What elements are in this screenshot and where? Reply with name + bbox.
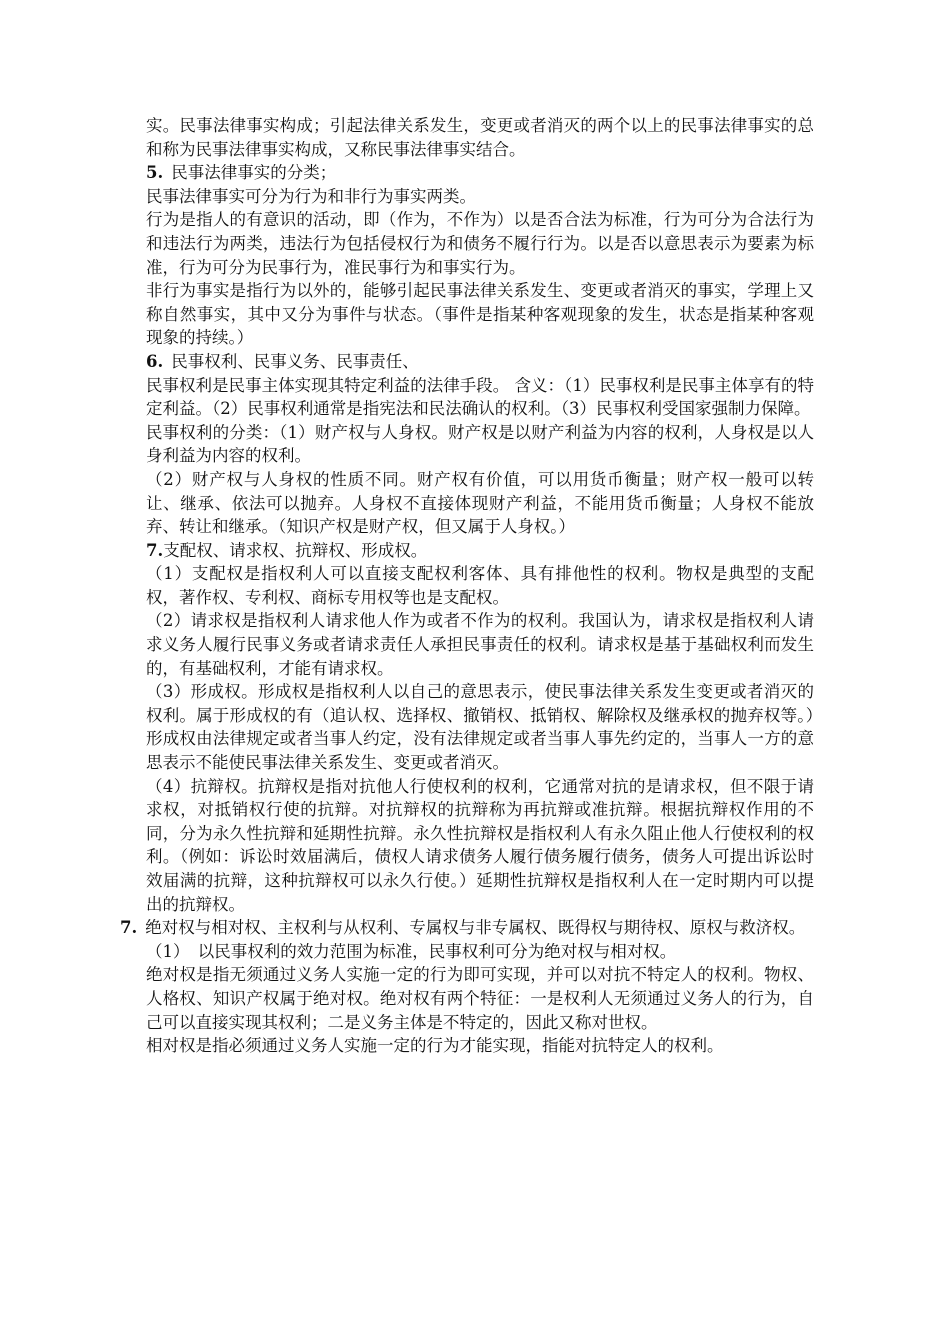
paragraph-text: 民事法律事实可分为行为和非行为事实两类。 <box>146 186 476 206</box>
section-number: 7. <box>146 540 164 560</box>
paragraph <box>146 114 814 161</box>
paragraph <box>146 279 814 350</box>
paragraph <box>146 208 814 279</box>
paragraph-text: （2）财产权与人身权的性质不同。财产权有价值，可以用货币衡量；财产权一般可以转让、继承、依法可以抛弃。人身权不直接体现财产利益，不能用货币衡量；人身权不能放弃、转让和继承。（知识产权是财产权，但又属于人身权。） <box>146 469 814 537</box>
paragraph-text: （1） 以民事权利的效力范围为标准，民事权利可分为绝对权与相对权。 <box>146 941 677 961</box>
paragraph <box>146 940 814 964</box>
paragraph-text: 民事权利的分类：（1）财产权与人身权。财产权是以财产利益为内容的权利，人身权是以人身利益为内容的权利。 <box>146 422 814 466</box>
paragraph-text: 民事法律事实的分类； <box>171 163 337 183</box>
paragraph-text: 绝对权是指无须通过义务人实施一定的行为即可实现，并可以对抗不特定人的权利。物权、人格权、知识产权属于绝对权。绝对权有两个特征：一是权利人无须通过义务人的行为，自己可以直接实现其权利；二是义务主体是不特定的，因此又称对世权。 <box>146 965 814 1032</box>
paragraph-text: 绝对权与相对权、主权利与从权利、专属权与非专属权、既得权与期待权、原权与救济权。 <box>145 918 806 938</box>
paragraph <box>146 609 814 680</box>
paragraph <box>146 775 814 917</box>
paragraph <box>120 916 814 940</box>
paragraph-text: （1）支配权是指权利人可以直接支配权利客体、具有排他性的权利。物权是典型的支配权，著作权、专利权、商标专用权等也是支配权。 <box>146 564 814 607</box>
paragraph-text: 支配权、请求权、抗辩权、形成权。 <box>163 540 428 560</box>
paragraph <box>146 562 814 609</box>
paragraph <box>146 539 814 563</box>
paragraph <box>146 680 814 774</box>
section-number: 7. <box>120 918 138 938</box>
paragraph <box>146 185 814 209</box>
paragraph-text: 非行为事实是指行为以外的，能够引起民事法律关系发生、变更或者消灭的事实，学理上又称自然事实，其中又分为事件与状态。（事件是指某种客观现象的发生，状态是指某种客观现象的持续。） <box>146 281 814 348</box>
paragraph-text: 民事权利、民事义务、民事责任、 <box>171 351 419 371</box>
paragraph-text: 相对权是指必须通过义务人实施一定的行为才能实现，指能对抗特定人的权利。 <box>146 1036 724 1056</box>
paragraph <box>146 1034 814 1058</box>
paragraph <box>146 963 814 1034</box>
paragraph-text: （4）抗辩权。抗辩权是指对抗他人行使权利的权利，它通常对抗的是请求权，但不限于请求权，对抵销权行使的抗辩。对抗辩权的抗辩称为再抗辩或准抗辩。根据抗辩权作用的不同，分为永久性抗辩和延期性抗辩。永久性抗辩权是指权利人有永久阻止他人行使权利的权利。（例如：诉讼时效届满后，债权人请求债务人履行债务履行债务，债务人可提出诉讼时效届满的抗辩，这种抗辩权可以永久行使。）延期性抗辩权是指权利人在一定时期内可以提出的抗辩权。 <box>146 776 814 914</box>
section-number: 5. <box>146 163 164 183</box>
paragraph <box>146 374 814 421</box>
paragraph-text: （3）形成权。形成权是指权利人以自己的意思表示，使民事法律关系发生变更或者消灭的权利。属于形成权的有（追认权、选择权、撤销权、抵销权、解除权及继承权的抛弃权等。）形成权由法律规定或者当事人约定，没有法律规定或者当事人事先约定的，当事人一方的意思表示不能使民事法律关系发生、变更或者消灭。 <box>146 682 814 773</box>
paragraph <box>146 350 814 374</box>
section-number: 6. <box>146 351 164 371</box>
paragraph-text: （2）请求权是指权利人请求他人作为或者不作为的权利。我国认为，请求权是指权利人请求义务人履行民事义务或者请求责任人承担民事责任的权利。请求权是基于基础权利而发生的，有基础权利，才能有请求权。 <box>146 611 814 678</box>
paragraph <box>146 161 814 185</box>
paragraph-text: 民事权利是民事主体实现其特定利益的法律手段。 含义：（1）民事权利是民事主体享有的特定利益。（2）民事权利通常是指宪法和民法确认的权利。（3）民事权利受国家强制力保障。 <box>146 375 814 419</box>
paragraph-text: 行为是指人的有意识的活动，即（作为，不作为）以是否合法为标准，行为可分为合法行为和违法行为两类，违法行为包括侵权行为和债务不履行行为。以是否以意思表示为要素为标准，行为可分为民事行为，准民事行为和事实行为。 <box>146 210 814 277</box>
paragraph <box>146 468 814 539</box>
paragraph-text: 实。民事法律事实构成；引起法律关系发生，变更或者消灭的两个以上的民事法律事实的总和称为民事法律事实构成，又称民事法律事实结合。 <box>146 116 814 159</box>
paragraph <box>146 421 814 468</box>
document-body <box>120 114 814 1058</box>
